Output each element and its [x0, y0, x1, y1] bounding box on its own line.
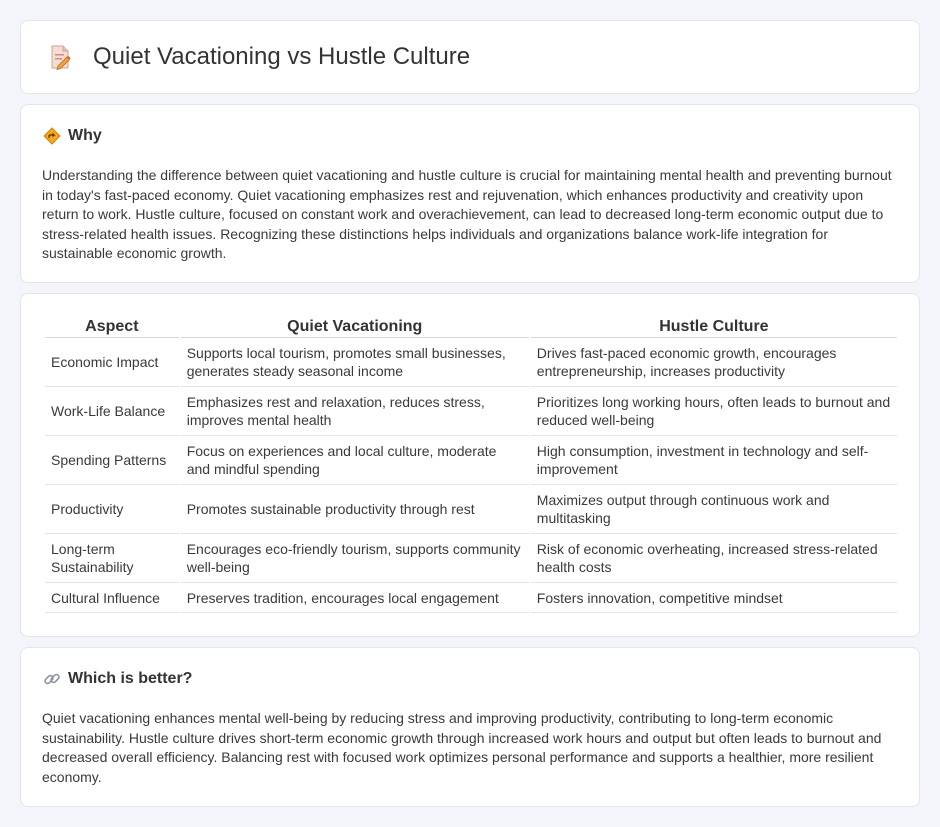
quiet-vacationing-cell: Supports local tourism, promotes small businesses, generates steady seasonal income: [181, 338, 529, 387]
quiet-vacationing-cell: Emphasizes rest and relaxation, reduces stress, improves mental health: [181, 387, 529, 436]
why-section: [20, 104, 920, 283]
better-body: Quiet vacationing enhances mental well-being by reducing stress and improving productivity, contributing to long-term economic sustainability. Hustle culture drives short-term economic growth through increased work hours and output but often leads to burnout and decreased overall efficiency. Balancing rest with focused work optimizes personal performance and supports a healthier, more resilient economy.: [42, 710, 882, 785]
title-card: [20, 20, 920, 94]
quiet-vacationing-cell: Promotes sustainable productivity through rest: [181, 485, 529, 534]
table-row: [45, 387, 897, 436]
hustle-culture-cell: Fosters innovation, competitive mindset: [531, 583, 897, 613]
table-row: [45, 534, 897, 583]
aspect-cell: Spending Patterns: [45, 436, 179, 485]
comparison-section: [20, 293, 920, 637]
aspect-cell: Economic Impact: [45, 338, 179, 387]
aspect-cell: Productivity: [45, 485, 179, 534]
which-is-better-section: [20, 647, 920, 807]
title-row: [47, 43, 470, 71]
table-header-row: [45, 316, 897, 338]
table-row: [45, 583, 897, 613]
hustle-culture-cell: Drives fast-paced economic growth, encourages entrepreneurship, increases productivity: [531, 338, 897, 387]
why-title: Why: [68, 127, 102, 144]
page-title: Quiet Vacationing vs Hustle Culture: [93, 43, 471, 70]
comparison-table: [43, 316, 899, 613]
aspect-cell: Cultural Influence: [45, 583, 179, 613]
hustle-culture-cell: Risk of economic overheating, increased stress-related health costs: [531, 534, 897, 583]
why-heading: [43, 127, 102, 145]
table-row: [45, 436, 897, 485]
better-heading: [43, 670, 192, 688]
header-aspect: Aspect: [45, 316, 179, 338]
diamond-warning-icon: [43, 127, 61, 145]
aspect-cell: Long-term Sustainability: [45, 534, 179, 583]
hustle-culture-cell: High consumption, investment in technology and self-improvement: [531, 436, 897, 485]
table-row: [45, 485, 897, 534]
table-row: [45, 338, 897, 387]
better-title: Which is better?: [68, 670, 193, 687]
hustle-culture-cell: Maximizes output through continuous work and multitasking: [531, 485, 897, 534]
header-quiet-vacationing: Quiet Vacationing: [181, 316, 529, 338]
why-body: Understanding the difference between quiet vacationing and hustle culture is crucial for maintaining mental health and preventing burnout in today's fast-paced economy. Quiet vacationing emphasizes rest and rejuvenation, which enhances productivity and creativity upon return to work. Hustle culture, focused on constant work and overachievement, can lead to decreased long-term economic output due to stress-related health issues. Recognizing these distinctions helps individuals and organizations balance work-life integration for sustainable economic growth.: [42, 167, 892, 261]
quiet-vacationing-cell: Encourages eco-friendly tourism, supports community well-being: [181, 534, 529, 583]
aspect-cell: Work-Life Balance: [45, 387, 179, 436]
link-icon: [43, 670, 61, 688]
quiet-vacationing-cell: Focus on experiences and local culture, moderate and mindful spending: [181, 436, 529, 485]
quiet-vacationing-cell: Preserves tradition, encourages local engagement: [181, 583, 529, 613]
hustle-culture-cell: Prioritizes long working hours, often leads to burnout and reduced well-being: [531, 387, 897, 436]
header-hustle-culture: Hustle Culture: [531, 316, 897, 338]
document-edit-icon: [47, 44, 73, 70]
